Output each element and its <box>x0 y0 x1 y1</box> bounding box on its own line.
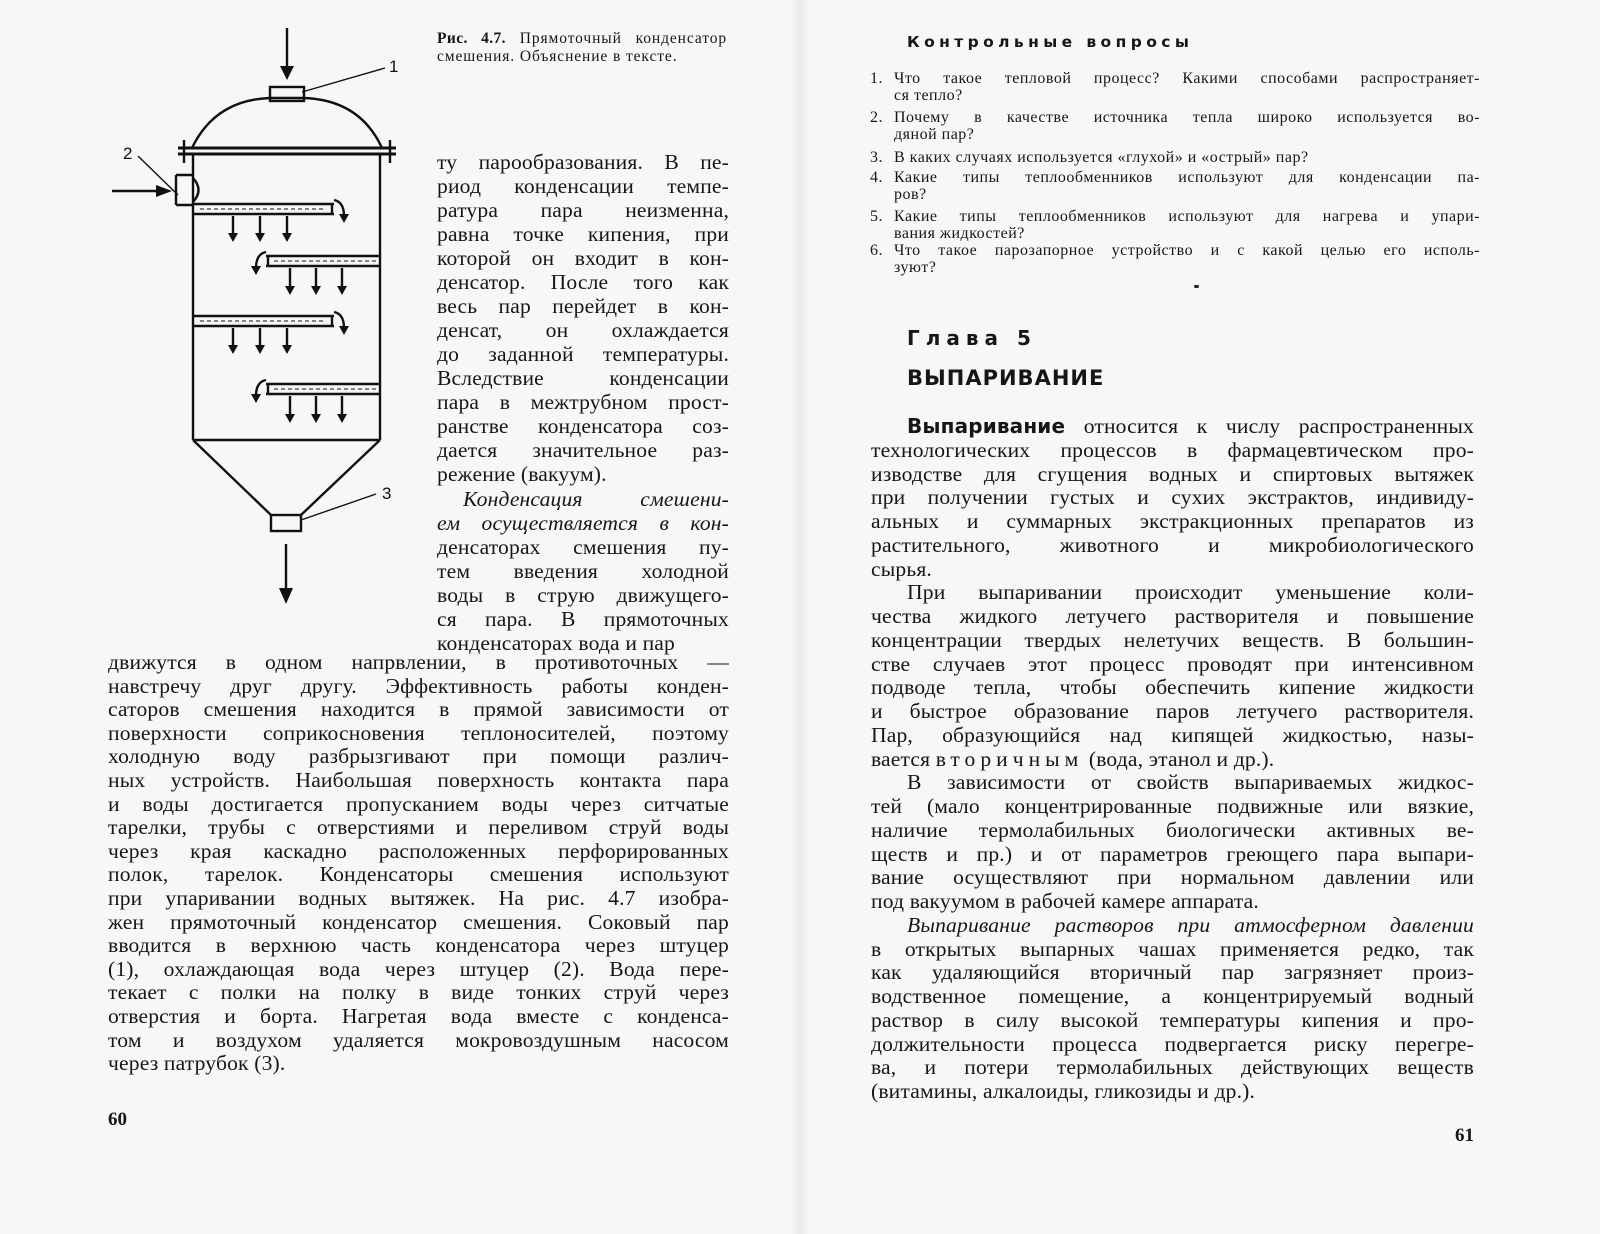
text-line <box>871 509 1474 533</box>
chapter-title: ВЫПАРИВАНИЕ <box>907 366 1105 390</box>
text-line: ранстве конденсатора соз- <box>437 414 729 438</box>
text-line: полок, тарелок. Конденсаторы смешения используют <box>108 862 729 887</box>
callout-3: 3 <box>382 484 392 503</box>
text-run: водственное помещение, а концентрируемый водный <box>871 984 1474 1008</box>
text-line: воды в струю движущего- <box>437 583 729 607</box>
text-run: Пар, образующийся над кипящей жидкостью, назы- <box>871 722 1474 747</box>
question-line: ся тепло? <box>894 87 963 104</box>
text-line: через патрубок (3). <box>108 1051 286 1076</box>
question-line: Что такое парозапорное устройство и с какой целью его исполь- <box>894 242 1480 259</box>
text-line: до заданной температуры. <box>437 342 729 366</box>
text-line <box>871 699 1474 723</box>
text-line: которой он входит в кон- <box>437 246 729 270</box>
text-line <box>871 675 1474 699</box>
text-line <box>871 438 1474 462</box>
text-line <box>907 414 1474 438</box>
text-line <box>871 794 1474 818</box>
text-run: концентрации твердых нелетучих веществ. В большин- <box>871 627 1474 652</box>
text-run: тей (мало концентрированные подвижные или вязкие, <box>871 794 1474 818</box>
question-number: 5. <box>870 208 883 225</box>
right-page <box>800 0 1600 1234</box>
question-number: 4. <box>870 169 883 186</box>
tray-2 <box>251 252 380 295</box>
scan-speck <box>1194 285 1199 288</box>
text-line: том и воздухом удаляется мокровоздушным насосом <box>108 1027 729 1052</box>
text-line <box>871 960 1474 984</box>
text-line: риод конденсации темпе- <box>437 174 729 198</box>
text-line: движутся в одном напрвлении, в противоточных — <box>108 650 729 674</box>
text-line: при упаривании водных вытяжек. На рис. 4.7 изобра- <box>108 886 729 910</box>
question-line: дяной пар? <box>894 126 975 143</box>
text-line: равна точке кипения, при <box>437 222 729 246</box>
text-line: (1), охлаждающая вода через штуцер (2). Вода пере- <box>108 956 729 981</box>
text-line: режение (вакуум). <box>437 462 607 486</box>
text-run: наличие термолабильных биологически активных ве- <box>871 817 1474 842</box>
text-run: в открытых выпарных чашах применяется редко, так <box>871 936 1474 961</box>
question-number: 2. <box>870 109 883 126</box>
bottom-nozzle <box>271 515 301 531</box>
text-line: отверстия и борта. Нагретая вода вместе с конденса- <box>108 1004 729 1028</box>
callout-1: 1 <box>389 57 399 76</box>
figure-caption-label: Рис. 4.7. <box>437 30 506 47</box>
text-line <box>437 511 729 535</box>
text-run: При выпаривании происходит уменьшение коли- <box>907 580 1474 605</box>
text-run: растительного, животного и микробиологического <box>871 532 1474 557</box>
question-text <box>894 208 1480 243</box>
text-run: подводе тепла, чтобы обеспечить кипение жидкости <box>871 675 1474 700</box>
text-line: дается значительное раз- <box>437 438 729 462</box>
text-run: относится к числу распространенных <box>1065 414 1474 438</box>
text-line <box>871 865 1474 889</box>
page-number-left: 60 <box>108 1109 127 1130</box>
text-line <box>907 913 1474 937</box>
question-line: Какие типы теплообменников используют для нагрева и упари- <box>894 208 1480 225</box>
callout-2: 2 <box>123 144 133 163</box>
question-text <box>894 242 1480 277</box>
text-line: пара в межтрубном прост- <box>437 390 729 414</box>
page-number-right: 61 <box>1455 1125 1474 1146</box>
text-line: денсатор. После того как <box>437 270 729 294</box>
question-text <box>894 109 1480 144</box>
italic-term: ем осуществляется в кон- <box>437 511 729 535</box>
text-line <box>871 557 1474 581</box>
text-run: ществ и пр.) и от параметров греющего пара выпари- <box>871 841 1474 866</box>
text-line: денсаторах смешения пу- <box>437 535 729 559</box>
text-line: Вследствие конденсации <box>437 366 729 390</box>
text-line: саторов смешения находится в прямой зависимости от <box>108 697 729 722</box>
question-line: Что такое тепловой процесс? Какими способами распространяет- <box>894 70 1480 87</box>
text-line: поверхности соприкосновения теплоносителей, поэтому <box>108 720 729 745</box>
text-line <box>871 1032 1474 1056</box>
text-line <box>871 1008 1474 1032</box>
question-line: В каких случаях используется «глухой» и «острый» пар? <box>894 149 1309 166</box>
text-line <box>907 770 1474 794</box>
text-line: навстречу друг другу. Эффективность работы конден- <box>108 673 729 698</box>
question-number: 1. <box>870 70 883 87</box>
text-run: (витамины, алкалоиды, гликозиды и др.). <box>871 1079 1256 1103</box>
question-line: вания жидкостей? <box>894 225 1025 242</box>
text-line: и воды достигается пропусканием воды через ситчатые <box>108 791 729 816</box>
question-text <box>894 70 1480 105</box>
text-line: тем введения холодной <box>437 559 729 583</box>
text-line: ту парообразования. В пе- <box>437 150 729 174</box>
text-line: жен прямоточный конденсатор смешения. Соковый пар <box>108 909 729 934</box>
question-line: ров? <box>894 186 927 203</box>
text-line: текает с полки на полку в виде тонких струй через <box>108 980 729 1005</box>
dome <box>192 98 382 148</box>
text-line <box>871 723 1474 747</box>
question-number: 6. <box>870 242 883 259</box>
question-line: Почему в качестве источника тепла широко используется во- <box>894 109 1480 126</box>
text-line: денсат, он охлаждается <box>437 318 729 342</box>
text-run: вается <box>871 746 936 771</box>
text-line: тарелки, трубы с отверстиями и переливом струй воды <box>108 815 729 840</box>
text-run: как удаляющийся вторичный пар загрязняет произ- <box>871 960 1474 985</box>
chapter-label: Глава 5 <box>907 326 1037 350</box>
text-line: ратура пара неизменна, <box>437 198 729 222</box>
text-line <box>871 533 1474 557</box>
bold-term: Выпаривание <box>907 414 1066 438</box>
text-line <box>871 842 1474 866</box>
text-line <box>871 604 1474 628</box>
text-line <box>871 485 1474 509</box>
text-line <box>871 628 1474 652</box>
text-line <box>871 1079 1474 1103</box>
spaced-term: вторичным <box>935 746 1084 771</box>
text-line: через края каскадно расположенных перфорированных <box>108 838 729 863</box>
italic-term: Выпаривание растворов при атмосферном давлении <box>907 912 1474 937</box>
text-run: ва, и потери термолабильных действующих веществ <box>871 1055 1474 1080</box>
question-text <box>894 149 1480 167</box>
text-line: вводится в верхнюю часть конденсатора через штуцер <box>108 933 729 958</box>
text-line: ных устройств. Наибольшая поверхность контакта пара <box>108 768 729 792</box>
text-line <box>871 652 1474 676</box>
text-run: изводстве для сгущения водных и спиртовых вытяжек <box>871 461 1474 486</box>
tray-4 <box>251 380 380 423</box>
text-line: конденсаторах вода и пар <box>437 631 675 655</box>
text-line <box>907 580 1474 604</box>
text-run: под вакуумом в рабочей камере аппарата. <box>871 889 1259 913</box>
text-line: Конденсация смешени- <box>463 487 729 511</box>
text-run: сырья. <box>871 556 932 581</box>
text-run: (вода, этанол и др.). <box>1083 746 1275 771</box>
tray-1 <box>193 200 349 242</box>
questions-heading: Контрольные вопросы <box>907 33 1194 51</box>
text-line <box>871 818 1474 842</box>
text-run: при получении густых и сухих экстрактов, индивиду- <box>871 485 1474 510</box>
text-line <box>871 462 1474 486</box>
question-line: Какие типы теплообменников используют для конденсации па- <box>894 169 1480 186</box>
text-line <box>871 747 1474 771</box>
text-line: ся пара. В прямоточных <box>437 607 729 631</box>
condenser-figure <box>100 20 410 630</box>
text-line <box>871 984 1474 1008</box>
text-run: вание осуществляют при нормальном давлении или <box>871 865 1474 890</box>
text-run: и быстрое образование паров летучего растворителя. <box>871 699 1474 723</box>
cone <box>193 440 380 515</box>
text-run: альных и суммарных экстракционных препаратов из <box>871 509 1474 533</box>
text-run: В зависимости от свойств выпариваемых жидкос- <box>907 770 1474 795</box>
text-run: должительности процесса подвергается риску перегре- <box>871 1031 1474 1056</box>
text-line: весь пар перейдет в кон- <box>437 294 729 318</box>
text-run: раствор в силу высокой температуры кипения и про- <box>871 1007 1474 1032</box>
text-line: холодную воду разбрызгивают при помощи различ- <box>108 744 729 769</box>
text-line <box>871 889 1474 913</box>
figure-caption <box>437 30 727 66</box>
text-line <box>871 937 1474 961</box>
leader-1 <box>302 68 385 92</box>
text-line <box>871 1055 1474 1079</box>
question-number: 3. <box>870 149 883 166</box>
question-line: зуют? <box>894 259 937 276</box>
text-run: стве случаев этот процесс проводят при интенсивном <box>871 651 1474 676</box>
question-text <box>894 169 1480 204</box>
leader-3 <box>301 494 376 520</box>
text-run: чества жидкого летучего растворителя и повышение <box>871 604 1474 628</box>
tray-3 <box>193 312 349 354</box>
figure-caption-text: Прямоточный конденсатор смешения. Объяснение в тексте. <box>437 30 727 65</box>
text-run: технологических процессов в фармацевтическом про- <box>871 437 1474 462</box>
